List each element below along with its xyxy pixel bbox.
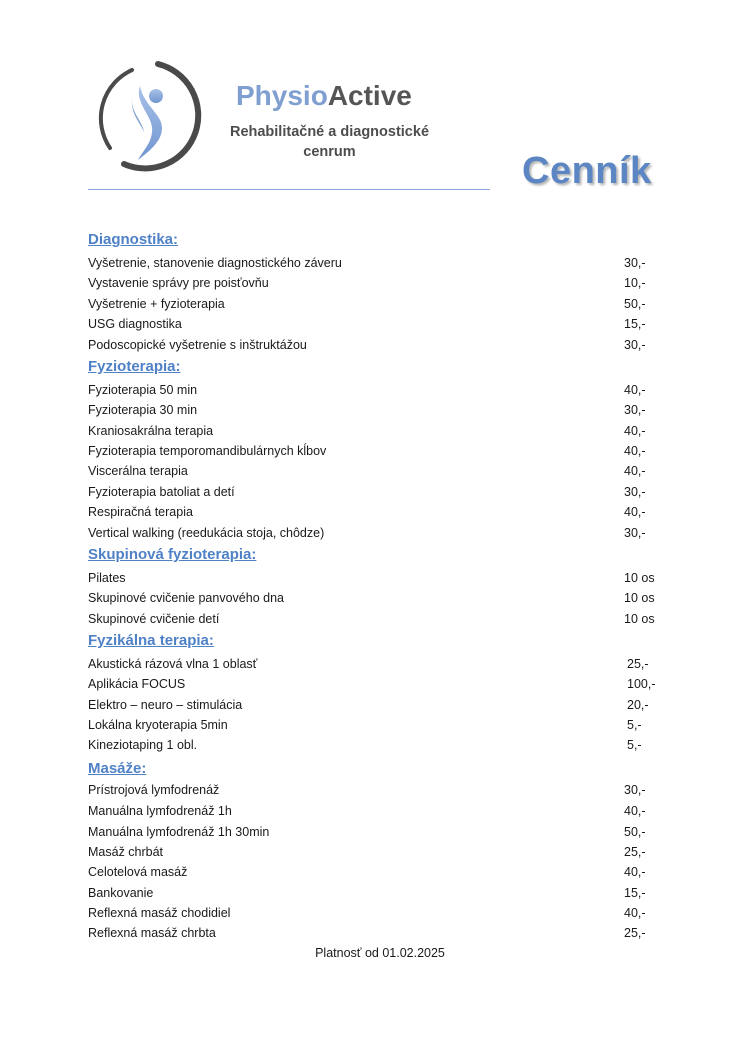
- price-item-name: Vertical walking (reedukácia stoja, chôdze): [88, 526, 325, 540]
- price-item-value: 25,-: [624, 845, 646, 859]
- price-item-value: 30,-: [624, 256, 646, 270]
- price-item-value: 40,-: [624, 464, 646, 478]
- price-item-value: 40,-: [624, 906, 646, 920]
- price-item-value: 40,-: [624, 424, 646, 438]
- section-heading-fyzikalna-terapia: Fyzikálna terapia:: [88, 632, 214, 649]
- price-item-name: Elektro – neuro – stimulácia: [88, 698, 243, 712]
- price-item-name: Aplikácia FOCUS: [88, 677, 186, 691]
- price-item-name: Fyzioterapia temporomandibulárnych kĺbov: [88, 444, 327, 458]
- price-item-value: 40,-: [624, 505, 646, 519]
- brand-active: Active: [327, 80, 412, 111]
- price-item-value: 40,-: [624, 444, 646, 458]
- price-item-value: 10 os: [624, 591, 655, 605]
- price-item-name: Podoscopické vyšetrenie s inštruktážou: [88, 338, 307, 352]
- section-heading-skupinova-fyzioterapia: Skupinová fyzioterapia:: [88, 546, 257, 563]
- price-item-name: Prístrojová lymfodrenáž: [88, 783, 220, 797]
- price-item-name: Fyzioterapia 30 min: [88, 403, 198, 417]
- price-item-value: 50,-: [624, 297, 646, 311]
- brand-name: [236, 80, 412, 112]
- price-item-value: 40,-: [624, 383, 646, 397]
- price-item-value: 10 os: [624, 612, 655, 626]
- price-item-name: USG diagnostika: [88, 317, 182, 331]
- price-item-name: Kraniosakrálna terapia: [88, 424, 214, 438]
- section-heading-diagnostika: Diagnostika:: [88, 231, 179, 248]
- price-item-name: Lokálna kryoterapia 5min: [88, 718, 228, 732]
- price-item-name: Fyzioterapia 50 min: [88, 383, 198, 397]
- price-item-value: 25,-: [624, 926, 646, 940]
- price-item-value: 30,-: [624, 403, 646, 417]
- price-item-value: 5,-: [627, 718, 642, 732]
- price-item-name: Celotelová masáž: [88, 865, 188, 879]
- price-item-name: Akustická rázová vlna 1 oblasť: [88, 657, 258, 671]
- price-item-name: Fyzioterapia batoliat a detí: [88, 485, 235, 499]
- section-heading-fyzioterapia: Fyzioterapia:: [88, 358, 181, 375]
- price-item-name: Skupinové cvičenie panvového dna: [88, 591, 284, 605]
- price-item-name: Manuálna lymfodrenáž 1h: [88, 804, 232, 818]
- tagline: [212, 122, 447, 162]
- price-item-value: 30,-: [624, 485, 646, 499]
- price-item-value: 40,-: [624, 865, 646, 879]
- price-item-name: Vystavenie správy pre poisťovňu: [88, 276, 269, 290]
- price-item-value: 5,-: [627, 738, 642, 752]
- price-item-name: Vyšetrenie, stanovenie diagnostického záveru: [88, 256, 342, 270]
- brand-physio: Physio: [236, 80, 328, 111]
- section-heading-masaze: Masáže:: [88, 760, 147, 777]
- price-item-value: 30,-: [624, 783, 646, 797]
- validity-note: Platnosť od 01.02.2025: [315, 946, 445, 960]
- price-item-name: Reflexná masáž chodidiel: [88, 906, 231, 920]
- price-item-name: Viscerálna terapia: [88, 464, 188, 478]
- price-item-name: Masáž chrbát: [88, 845, 164, 859]
- price-item-name: Vyšetrenie + fyzioterapia: [88, 297, 225, 311]
- tagline-line-2: cenrum: [303, 144, 356, 160]
- price-item-name: Bankovanie: [88, 886, 154, 900]
- price-item-name: Kineziotaping 1 obl.: [88, 738, 198, 752]
- price-item-name: Reflexná masáž chrbta: [88, 926, 216, 940]
- price-item-value: 50,-: [624, 825, 646, 839]
- price-item-value: 15,-: [624, 317, 646, 331]
- price-item-name: Skupinové cvičenie detí: [88, 612, 220, 626]
- price-item-value: 30,-: [624, 338, 646, 352]
- price-item-value: 20,-: [627, 698, 649, 712]
- physioactive-logo-icon: [96, 56, 216, 176]
- price-item-value: 30,-: [624, 526, 646, 540]
- price-item-value: 100,-: [627, 677, 656, 691]
- price-item-value: 15,-: [624, 886, 646, 900]
- price-item-value: 40,-: [624, 804, 646, 818]
- price-item-value: 10 os: [624, 571, 655, 585]
- price-item-value: 10,-: [624, 276, 646, 290]
- price-item-name: Respiračná terapia: [88, 505, 193, 519]
- price-item-name: Pilates: [88, 571, 126, 585]
- tagline-line-1: Rehabilitačné a diagnostické: [229, 124, 430, 140]
- header-divider: [88, 189, 490, 190]
- page-title: Cenník: [522, 150, 652, 192]
- price-item-name: Manuálna lymfodrenáž 1h 30min: [88, 825, 270, 839]
- price-item-value: 25,-: [627, 657, 649, 671]
